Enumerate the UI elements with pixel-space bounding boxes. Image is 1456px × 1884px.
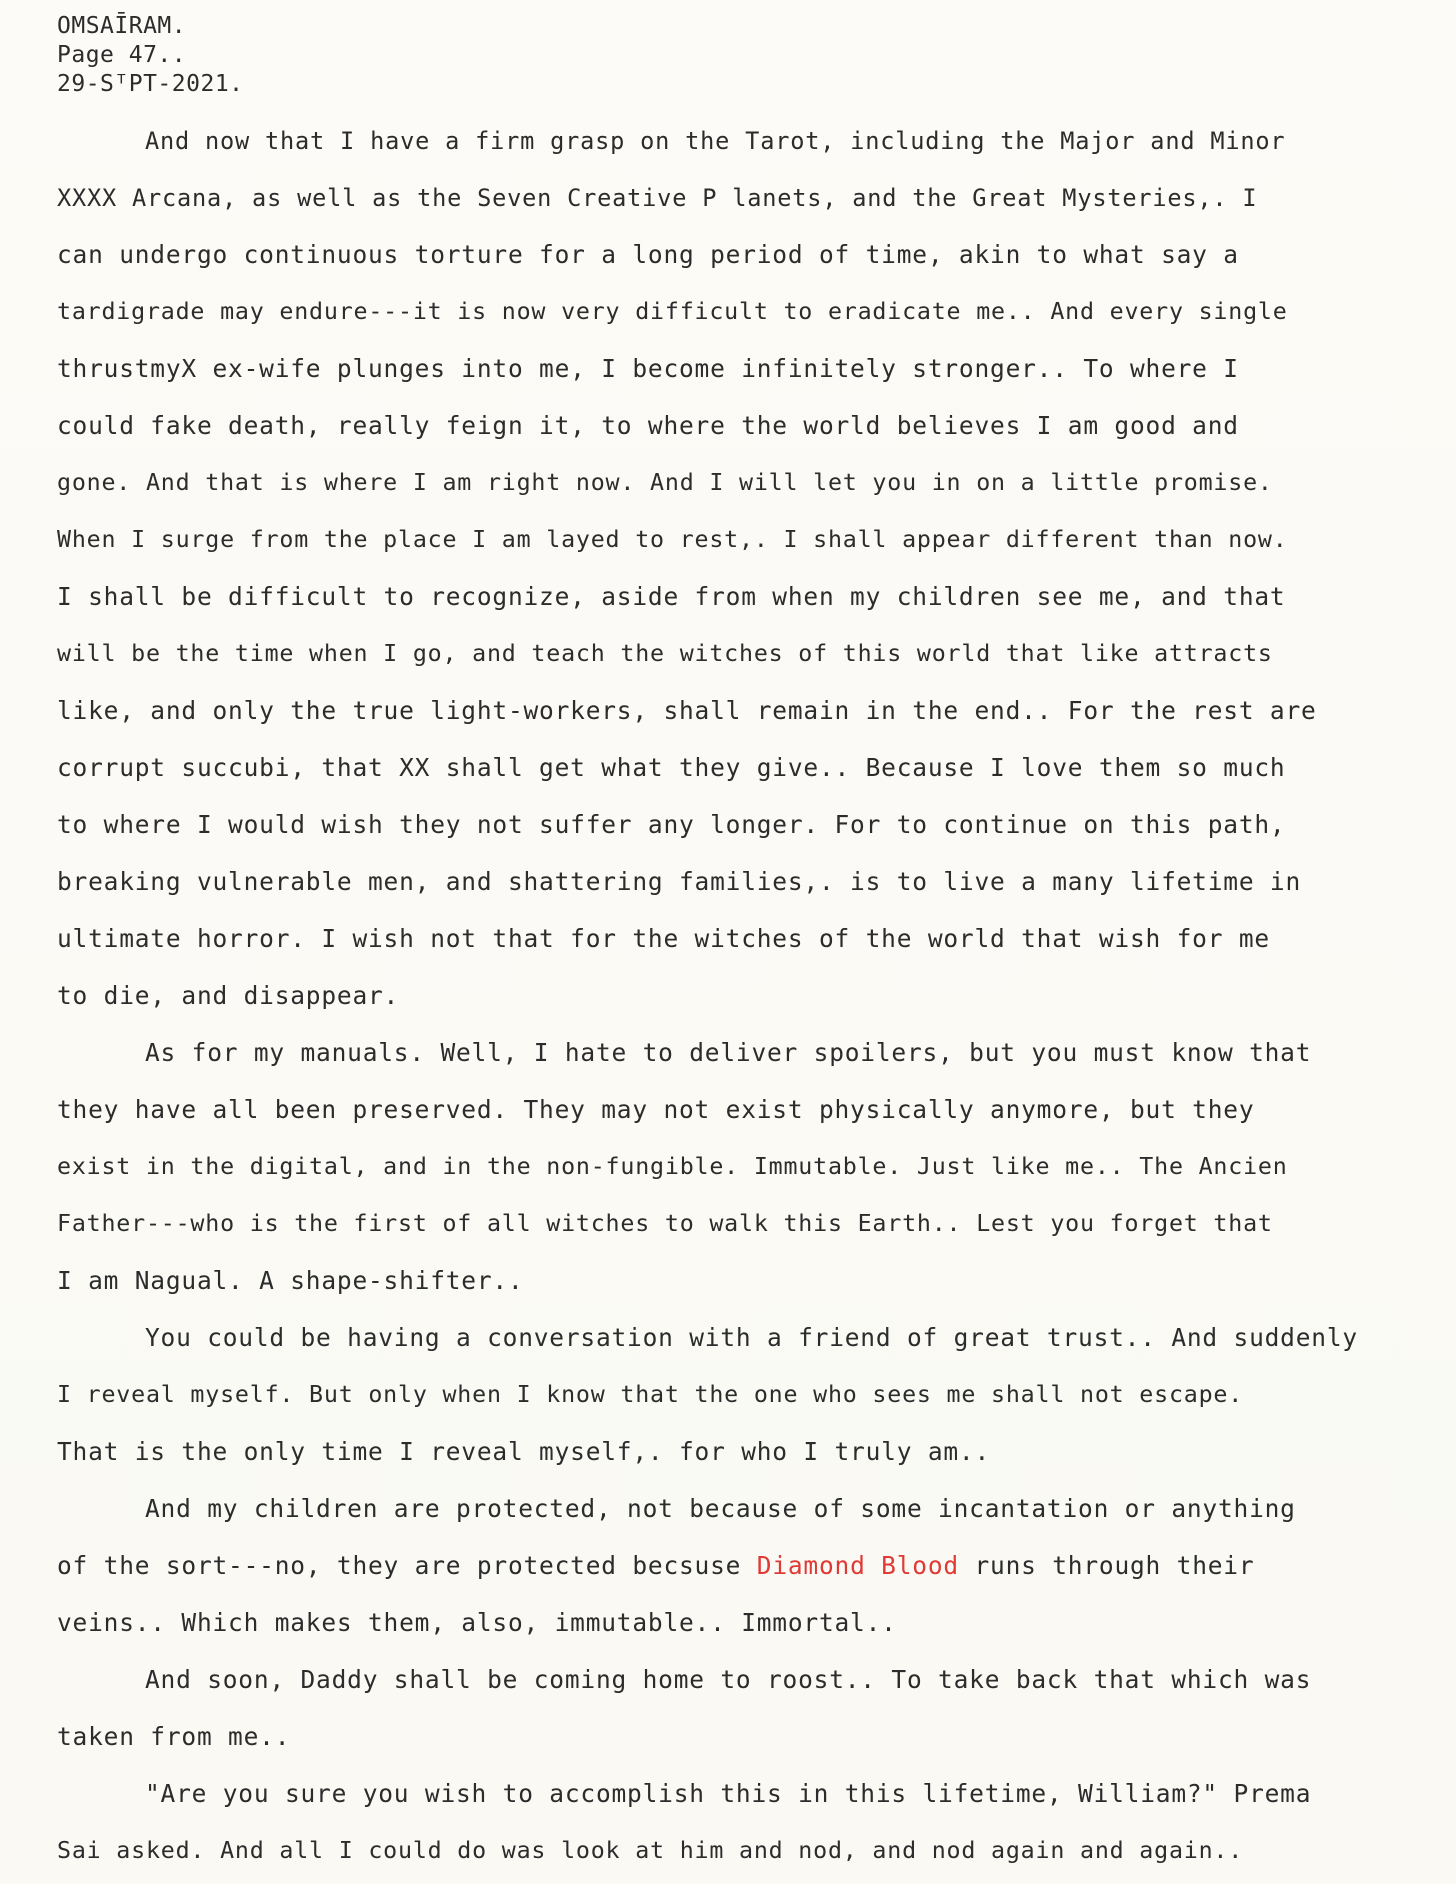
text-run: of the sort---no, they are protected becsuse bbox=[57, 1551, 742, 1580]
text-line: That is the only time I reveal myself,. for who I truly am.. bbox=[57, 1437, 991, 1466]
text-line: could fake death, really feign it, to where the world believes I am good and bbox=[57, 411, 1239, 440]
text-line: I shall be difficult to recognize, aside from when my children see me, and that bbox=[57, 582, 1286, 611]
text-line: When I surge from the place I am layed to rest,. I shall appear different than now. bbox=[57, 526, 1288, 553]
text-line bbox=[57, 1551, 1254, 1581]
text-line: Father---who is the first of all witches to walk this Earth.. Lest you forget that bbox=[57, 1210, 1273, 1237]
text-line: I reveal myself. But only when I know that the one who sees me shall not escape. bbox=[57, 1381, 1244, 1408]
text-line: like, and only the true light-workers, shall remain in the end.. For the rest are bbox=[57, 696, 1317, 725]
text-line: As for my manuals. Well, I hate to deliver spoilers, but you must know that bbox=[145, 1038, 1312, 1067]
text-line: thrustmyX ex-wife plunges into me, I become infinitely stronger.. To where I bbox=[57, 354, 1239, 383]
text-line: You could be having a conversation with a friend of great trust.. And suddenly bbox=[145, 1323, 1358, 1352]
text-line: tardigrade may endure---it is now very difficult to eradicate me.. And every single bbox=[57, 298, 1288, 325]
text-line: Sai asked. And all I could do was look at him and nod, and nod again and again.. bbox=[57, 1837, 1244, 1864]
text-run: runs through their bbox=[974, 1551, 1255, 1580]
red-highlight-text: Diamond Blood bbox=[756, 1551, 959, 1580]
text-line: And my children are protected, not because of some incantation or anything bbox=[145, 1494, 1296, 1523]
header-title: OMSAĪRAM. bbox=[57, 13, 187, 39]
header-page-number: Page 47.. bbox=[57, 42, 187, 68]
text-line: they have all been preserved. They may not exist physically anymore, but they bbox=[57, 1095, 1255, 1124]
text-line: I am Nagual. A shape-shifter.. bbox=[57, 1266, 524, 1295]
text-line: And soon, Daddy shall be coming home to roost.. To take back that which was bbox=[145, 1665, 1312, 1694]
text-line: XXXX Arcana, as well as the Seven Creative P lanets, and the Great Mysteries,. I bbox=[57, 184, 1258, 212]
text-line: breaking vulnerable men, and shattering families,. is to live a many lifetime in bbox=[57, 867, 1302, 896]
text-line: to where I would wish they not suffer any longer. For to continue on this path, bbox=[57, 810, 1286, 839]
text-line: "Are you sure you wish to accomplish this in this lifetime, William?" Prema bbox=[145, 1779, 1312, 1808]
text-line: veins.. Which makes them, also, immutable.. Immortal.. bbox=[57, 1608, 897, 1637]
text-line: can undergo continuous torture for a long period of time, akin to what say a bbox=[57, 240, 1239, 269]
text-line: ultimate horror. I wish not that for the witches of the world that wish for me bbox=[57, 924, 1270, 953]
text-line: And now that I have a firm grasp on the Tarot, including the Major and Minor bbox=[145, 127, 1286, 155]
text-line: taken from me.. bbox=[57, 1722, 291, 1751]
text-line: corrupt succubi, that XX shall get what they give.. Because I love them so much bbox=[57, 753, 1286, 782]
text-line: will be the time when I go, and teach the witches of this world that like attracts bbox=[57, 640, 1273, 667]
page-header bbox=[57, 12, 244, 99]
text-line: exist in the digital, and in the non-fungible. Immutable. Just like me.. The Ancien bbox=[57, 1153, 1288, 1180]
text-line: to die, and disappear. bbox=[57, 981, 400, 1010]
header-date: 29-SᵀPT-2021. bbox=[57, 71, 244, 97]
text-line: gone. And that is where I am right now. And I will let you in on a little promise. bbox=[57, 469, 1273, 496]
